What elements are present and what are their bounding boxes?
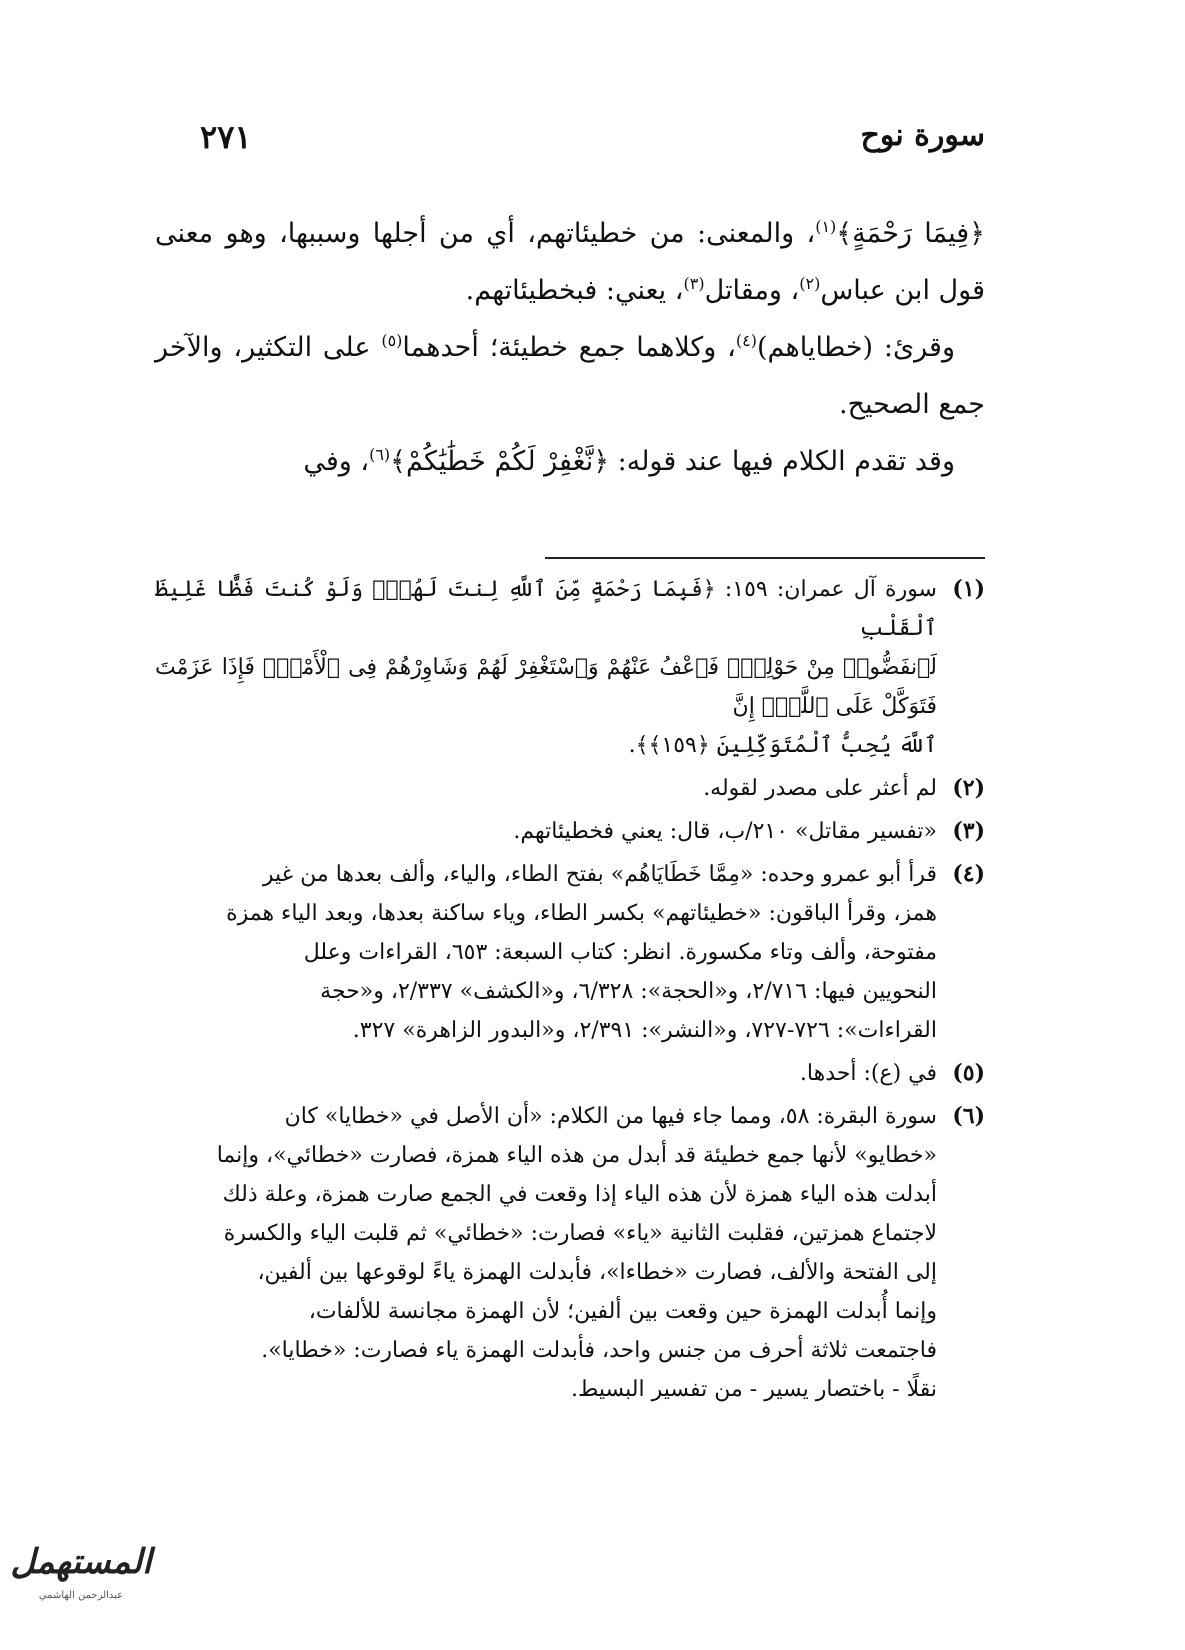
footnote-line: «تفسير مقاتل» ٢١٠/ب، قال: يعني فخطيئاتهم.: [513, 819, 937, 844]
text-run: ، يعني: فبخطيئاتهم.: [465, 275, 684, 306]
text-run: ، وفي: [303, 446, 370, 477]
text-run: على التكثير، والآخر جمع الصحيح.: [155, 332, 985, 420]
footnote-2: [155, 769, 985, 808]
footnote-line: «خطايو» لأنها جمع خطيئة قد أبدل من هذه الياء همزة، فصارت «خطائي»، وإنما: [216, 1143, 937, 1168]
footnote-line: النحويين فيها: ٢/٧١٦، و«الحجة»: ٦/٣٢٨، و«الكشف» ٢/٣٣٧، و«حجة: [320, 979, 937, 1004]
footnote-line: لم أعثر على مصدر لقوله.: [703, 776, 937, 801]
paragraph-1: [155, 205, 985, 319]
footnote-line: قرأ أبو عمرو وحده: «مِمَّا خَطَايَاهُم» بفتح الطاء، والياء، وألف بعدها من غير: [262, 862, 937, 887]
footnote-line: أبدلت هذه الياء همزة لأن هذه الياء إذا وقعت في الجمع صارت همزة، وعلة ذلك: [222, 1182, 937, 1207]
text-run: وقد تقدم الكلام فيها عند قوله: ﴿نَّغْفِرْ لَكُمْ خَطَٰيَٰكُمْ﴾: [390, 446, 955, 477]
footnote-ref: (٤): [735, 331, 757, 350]
footnote-ref: (١): [815, 217, 837, 236]
footnote-ref: (٢): [799, 274, 821, 293]
footnote-line: وإنما أُبدلت الهمزة حين وقعت بين ألفين؛ لأن الهمزة مجانسة للألفات،: [308, 1299, 937, 1324]
footnote-line: سورة البقرة: ٥٨، ومما جاء فيها من الكلام: «أن الأصل في «خطايا» كان: [284, 1104, 937, 1129]
text-run: ، والمعنى: من خطيئاتهم، أي من أجلها وسببها، وهو: [225, 218, 816, 249]
footnote-6: [155, 1097, 985, 1409]
footnote-line: في (ع): أحدها.: [799, 1061, 937, 1086]
footnote-1: [155, 570, 985, 765]
paragraph-2: [155, 319, 985, 433]
footnote-number: (١): [952, 576, 985, 602]
watermark-logo: [6, 1542, 156, 1614]
footnote-separator: [545, 557, 985, 559]
surah-title: سورة نوح: [860, 118, 985, 153]
footnote-4: [155, 855, 985, 1050]
footnote-line: ٱللَّهَ يُحِبُّ ٱلْمُتَوَكِّلِينَ ﴿١٥٩﴾﴾.: [628, 733, 937, 758]
footnote-ref: (٣): [683, 274, 705, 293]
footnote-line: همز، وقرأ الباقون: «خطيئاتهم» بكسر الطاء، وياء ساكنة بعدها، وبعد الياء همزة: [226, 901, 937, 926]
footnote-line: مفتوحة، وألف وتاء مكسورة. انظر: كتاب السبعة: ٦٥٣، القراءات وعلل: [303, 940, 937, 965]
main-text: [155, 205, 985, 490]
footnotes: [155, 570, 985, 1413]
footnote-number: (٥): [952, 1060, 985, 1086]
logo-text: المستهمل: [10, 1542, 152, 1582]
footnote-line: القراءات»: ٧٢٦-٧٢٧، و«النشر»: ٢/٣٩١، و«البدور الزاهرة» ٣٢٧.: [352, 1018, 937, 1043]
footnote-line: سورة آل عمران: ١٥٩: ﴿فَبِمَا رَحْمَةٍ مِّنَ ٱللَّهِ لِنتَ لَهُمْۖ وَلَوْ كُنتَ فَظًّا غَلِيظَ ٱلْقَلْبِ: [155, 577, 937, 641]
text-run: ، ومقاتل: [704, 275, 800, 306]
quran-quote: ﴿فِيمَا رَحْمَةٍ﴾: [836, 218, 985, 249]
text-run: ، وكلاهما جمع خطيئة؛ أحدهما: [402, 332, 736, 363]
footnote-line: لاجتماع همزتين، فقلبت الثانية «ياء» فصارت: «خطائي» ثم قلبت الياء والكسرة: [223, 1221, 937, 1246]
footnote-number: (٢): [952, 775, 985, 801]
paragraph-3: [155, 433, 985, 490]
footnote-number: (٦): [952, 1103, 985, 1129]
footnote-line: نقلًا - باختصار يسير - من تفسير البسيط.: [571, 1377, 937, 1402]
page-header: [200, 118, 985, 168]
footnote-ref: (٥): [381, 331, 403, 350]
footnote-ref: (٦): [369, 445, 391, 464]
footnote-line: إلى الفتحة والألف، فصارت «خطاءا»، فأبدلت الهمزة ياءً لوقوعها بين ألفين،: [257, 1260, 937, 1285]
footnote-3: [155, 812, 985, 851]
text-run: وقرئ: (خطاياهم): [756, 332, 955, 363]
page-number: ٢٧١: [200, 118, 252, 156]
footnote-number: (٤): [952, 861, 985, 887]
footnote-line: فاجتمعت ثلاثة أحرف من جنس واحد، فأبدلت الهمزة ياء فصارت: «خطايا».: [261, 1338, 937, 1363]
text-run: معنى قول ابن عباس: [155, 218, 985, 306]
logo-subtext: عبدالرحمن الهاشمي: [38, 1590, 124, 1601]
footnote-5: [155, 1054, 985, 1093]
footnote-line: لَٱنفَضُّوا۟ مِنْ حَوْلِكَۖ فَٱعْفُ عَنْهُمْ وَٱسْتَغْفِرْ لَهُمْ وَشَاوِرْهُمْ فِى ٱلْأَمْرِۖ فَإِذَا عَزَمْتَ فَتَوَكَّلْ عَلَى ٱللَّهِۚ إِنَّ: [155, 655, 937, 719]
footnote-number: (٣): [952, 818, 985, 844]
